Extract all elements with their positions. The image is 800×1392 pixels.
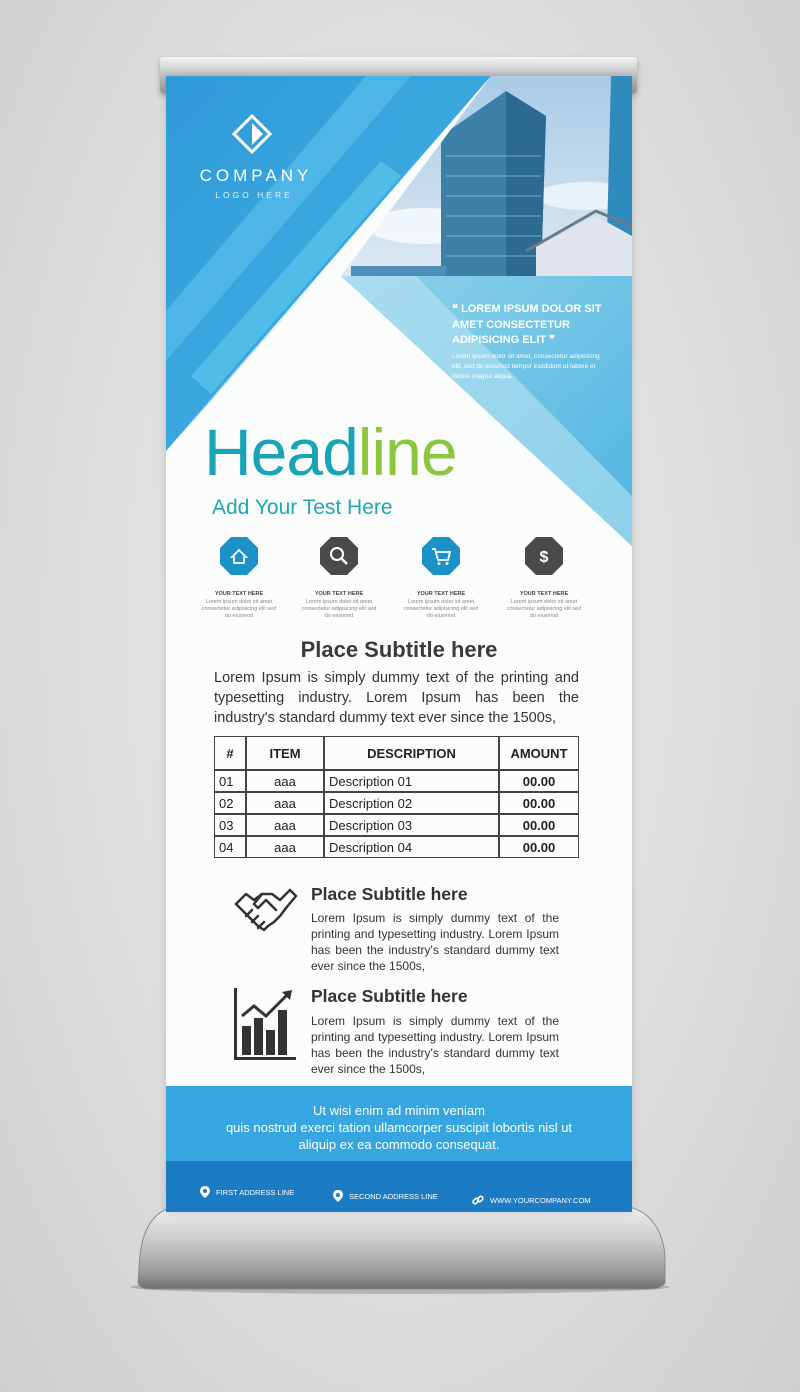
- home-icon: [219, 536, 259, 576]
- cell-amount: 00.00: [499, 836, 579, 858]
- col-header-item: ITEM: [246, 736, 324, 770]
- feature-title: YOUR TEXT HERE: [416, 591, 466, 597]
- cell-amount: 00.00: [499, 792, 579, 814]
- contact-label: SECOND ADDRESS LINE: [349, 1191, 438, 1201]
- cell-number: 02: [214, 792, 246, 814]
- footer-text: [166, 1102, 632, 1153]
- headline-part1: Head: [204, 415, 358, 489]
- cell-description: Description 01: [324, 770, 499, 792]
- cell-amount: 00.00: [499, 814, 579, 836]
- quote-title: [452, 302, 612, 349]
- contact-website: [472, 1194, 591, 1206]
- price-table: [214, 736, 579, 858]
- link-icon: [472, 1194, 484, 1206]
- logo-tagline: LOGO HERE: [215, 190, 293, 200]
- footer-line-3: aliquip ex ea commodo consequat.: [298, 1137, 500, 1152]
- quote-open-icon: ❝: [452, 303, 461, 315]
- table-row: [214, 836, 579, 858]
- cell-number: 04: [214, 836, 246, 858]
- cell-description: Description 02: [324, 792, 499, 814]
- contact-label: WWW.YOURCOMPANY.COM: [490, 1195, 591, 1205]
- contact-address-2: [333, 1190, 438, 1202]
- feature-body: Lorem ipsum dolor sit amet consectetur adipisicing elit sed do eiusmod: [506, 599, 582, 619]
- cell-item: aaa: [246, 770, 324, 792]
- feature-2: [299, 536, 379, 620]
- search-icon: [319, 536, 359, 576]
- roll-up-banner: [166, 76, 632, 1212]
- feature-title: YOUR TEXT HERE: [214, 591, 264, 597]
- location-pin-icon: [200, 1186, 210, 1198]
- dollar-icon: [524, 536, 564, 576]
- cell-description: Description 04: [324, 836, 499, 858]
- section-body: Lorem Ipsum is simply dummy text of the printing and typesetting industry. Lorem Ipsum has been the industry's standard dummy text ever since the 1500s,: [311, 1014, 559, 1076]
- cell-amount: 00.00: [499, 770, 579, 792]
- location-pin-icon: [333, 1190, 343, 1202]
- col-header-amount: AMOUNT: [499, 736, 579, 770]
- table-header-row: [214, 736, 579, 770]
- feature-title: YOUR TEXT HERE: [519, 591, 569, 597]
- table-row: [214, 770, 579, 792]
- headline: [204, 412, 457, 492]
- cell-item: aaa: [246, 792, 324, 814]
- feature-body: Lorem ipsum dolor sit amet consectetur adipisicing elit sed do eiusmod: [403, 599, 479, 619]
- handshake-icon: [232, 876, 298, 942]
- main-subtitle: Place Subtitle here: [300, 637, 498, 662]
- section-body: Lorem Ipsum is simply dummy text of the printing and typesetting industry. Lorem Ipsum has been the industry's standard dummy text ever since the 1500s,: [311, 911, 559, 973]
- contact-address-1: [200, 1186, 294, 1198]
- intro-text: Lorem Ipsum is simply dummy text of the printing and typesetting industry. Lorem Ipsum has been the industry's standard dummy text ever since the 1500s,: [214, 670, 579, 726]
- section-title: Place Subtitle here: [311, 884, 468, 904]
- col-header-description: DESCRIPTION: [324, 736, 499, 770]
- cell-number: 01: [214, 770, 246, 792]
- sub-headline: Add Your Test Here: [212, 496, 393, 519]
- company-name: COMPANY: [199, 166, 313, 185]
- headline-part2: line: [357, 415, 457, 489]
- footer-line-2: quis nostrud exerci tation ullamcorper suscipit lobortis nisl ut: [225, 1120, 573, 1135]
- cell-description: Description 03: [324, 814, 499, 836]
- feature-3: [401, 536, 481, 620]
- col-header-number: #: [214, 736, 246, 770]
- table-row: [214, 814, 579, 836]
- feature-body: Lorem ipsum dolor sit amet consectetur adipisicing elit sed do eiusmod: [201, 599, 277, 619]
- quote-body: Lorem ipsum dolor sit amet, consectetur adipisicing elit, sed do eiusmod tempor incididunt ut labore et dolore magna aliqua.: [452, 353, 600, 380]
- footer-line-1: Ut wisi enim ad minim veniam: [313, 1103, 485, 1118]
- feature-title: YOUR TEXT HERE: [314, 591, 364, 597]
- cell-number: 03: [214, 814, 246, 836]
- cell-item: aaa: [246, 814, 324, 836]
- quote-close-icon: ❞: [546, 334, 556, 346]
- contact-label: FIRST ADDRESS LINE: [216, 1187, 295, 1197]
- feature-1: [199, 536, 279, 620]
- cell-item: aaa: [246, 836, 324, 858]
- growth-chart-icon: [232, 986, 298, 1062]
- company-logo-icon: [232, 114, 272, 154]
- svg-text:$: $: [539, 549, 549, 566]
- cart-icon: [421, 536, 461, 576]
- quote-title-text: LOREM IPSUM DOLOR SIT AMET CONSECTETUR ADIPISICING ELIT: [452, 303, 602, 346]
- table-row: [214, 792, 579, 814]
- feature-body: Lorem ipsum dolor sit amet consectetur adipisicing elit sed do eiusmod: [301, 599, 377, 619]
- section-title: Place Subtitle here: [311, 986, 468, 1006]
- feature-4: [504, 536, 584, 620]
